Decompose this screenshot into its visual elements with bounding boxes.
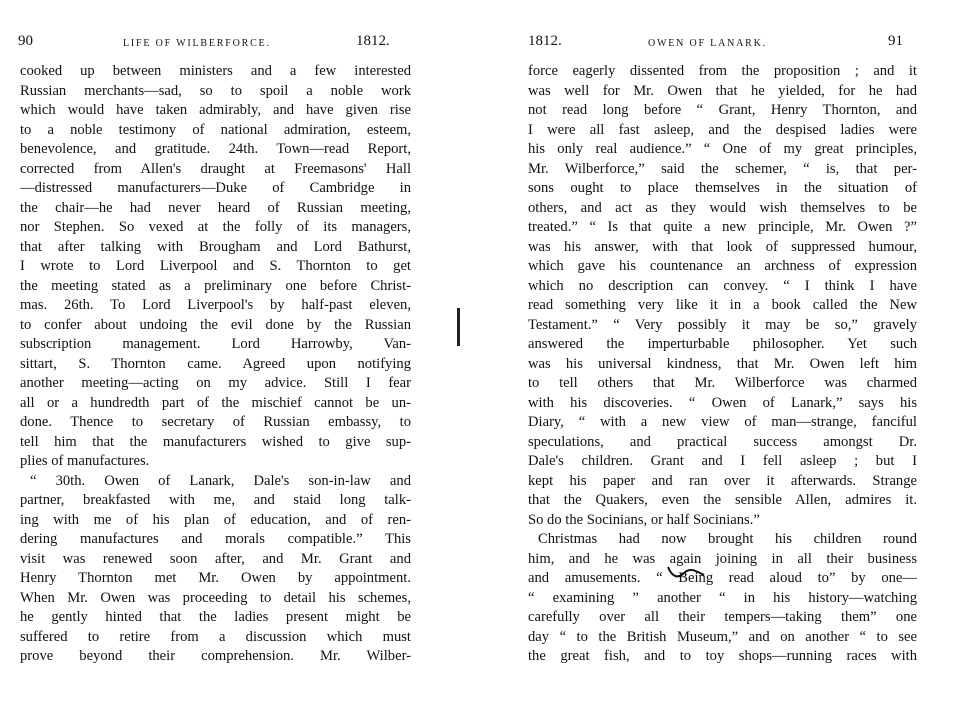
left-page-year: 1812. bbox=[356, 33, 390, 49]
text-line: the meeting stated as a preliminary one before Christ- bbox=[20, 277, 411, 294]
text-line: “ 30th. Owen of Lanark, Dale's son-in-law and bbox=[30, 472, 411, 489]
text-line: kept his paper and ran over it afterwards. Strange bbox=[528, 472, 917, 489]
right-page-year: 1812. bbox=[528, 33, 562, 49]
left-page-number: 90 bbox=[18, 33, 33, 49]
text-line: to confer about undoing the evil done by the Russian bbox=[20, 316, 411, 333]
text-line: carefully over all their tempers—taking them” one bbox=[528, 609, 917, 625]
text-line: force eagerly dissented from the proposition ; and it bbox=[528, 63, 917, 79]
text-line: I wrote to Lord Liverpool and S. Thornton to get bbox=[20, 258, 411, 274]
left-page bbox=[0, 0, 470, 705]
text-line: to tell others that Mr. Wilberforce was charmed bbox=[528, 375, 917, 391]
text-line: that after talking with Brougham and Lord Bathurst, bbox=[20, 238, 411, 255]
text-line: prove beyond their comprehension. Mr. Wilber- bbox=[20, 648, 411, 664]
text-line: subscription management. Lord Harrowby, Van- bbox=[20, 336, 411, 352]
right-page-number: 91 bbox=[888, 33, 903, 49]
text-line: others, and act as they would wish themselves to be bbox=[528, 199, 917, 216]
text-line: was his answer, with that look of suppressed humour, bbox=[528, 238, 917, 255]
left-page-header bbox=[0, 33, 470, 53]
text-line: and amusements. “ Being read aloud to” by one— bbox=[528, 570, 917, 586]
text-line: suffered to retire from a discussion which must bbox=[20, 628, 411, 645]
text-line: another meeting—acting on my advice. Still I fear bbox=[20, 375, 411, 391]
text-line: When Mr. Owen was proceeding to detail his schemes, bbox=[20, 589, 411, 606]
text-line: partner, breakfasted with me, and staid long talk- bbox=[20, 492, 411, 508]
text-line: Henry Thornton met Mr. Owen by appointment. bbox=[20, 570, 411, 586]
text-line: day “ to the British Museum,” and on another “ to see bbox=[528, 628, 917, 645]
text-line: speculations, and practical success amongst Dr. bbox=[528, 433, 917, 450]
left-running-title: LIFE OF WILBERFORCE. bbox=[123, 38, 271, 49]
text-line: I were all fast asleep, and the despised ladies were bbox=[528, 121, 917, 138]
text-line: read something very like it in a book called the New bbox=[528, 297, 917, 313]
text-line: tell him that the manufacturers wished to give sup- bbox=[20, 433, 411, 450]
ink-pen-mark bbox=[666, 563, 706, 581]
text-line: done. Thence to secretary of Russian embassy, to bbox=[20, 414, 411, 430]
text-line: which gave his countenance an archness of expression bbox=[528, 258, 917, 274]
text-line: sittart, S. Thornton came. Agreed upon notifying bbox=[20, 355, 411, 372]
text-line: Christmas had now brought his children round bbox=[538, 531, 917, 547]
text-line: was well for Mr. Owen that he yielded, for he had bbox=[528, 82, 917, 99]
text-line: mas. 26th. To Lord Liverpool's by half-past eleven, bbox=[20, 297, 411, 313]
text-line: all or a hundredth part of the mischief cannot be un- bbox=[20, 394, 411, 411]
text-line: corrected from Allen's draught at Freemasons' Hall bbox=[20, 160, 411, 177]
text-line: So do the Socinians, or half Socinians.” bbox=[528, 511, 760, 528]
text-line: plies of manufactures. bbox=[20, 453, 150, 469]
text-line: Russian merchants—sad, so to spoil a noble work bbox=[20, 82, 411, 99]
text-line: cooked up between ministers and a few interested bbox=[20, 63, 411, 79]
text-line: “ examining ” another “ in his history—watching bbox=[528, 589, 917, 606]
right-running-title: OWEN OF LANARK. bbox=[648, 38, 767, 49]
text-line: Testament.” “ Very possibly it may be so,” gravely bbox=[528, 316, 917, 333]
text-line: to a noble testimony of national admiration, esteem, bbox=[20, 121, 411, 138]
text-line: visit was renewed soon after, and Mr. Grant and bbox=[20, 550, 411, 567]
text-line: sons ought to place themselves in the situation of bbox=[528, 180, 917, 196]
text-line: with his discoveries. “ Owen of Lanark,” says his bbox=[528, 394, 917, 411]
text-line: the chair—he had never heard of Russian meeting, bbox=[20, 199, 411, 216]
text-line: was his universal kindness, that Mr. Owen left him bbox=[528, 355, 917, 372]
gutter-mark bbox=[457, 308, 460, 346]
text-line: Diary, “ with a new view of man—strange, fanciful bbox=[528, 414, 917, 430]
text-line: him, and he was again joining in all their business bbox=[528, 550, 917, 567]
text-line: that the Quakers, even the sensible Allen, admires it. bbox=[528, 492, 917, 508]
text-line: answered the imperturbable philosopher. Yet such bbox=[528, 336, 917, 352]
text-line: which would have taken admirably, and have given rise bbox=[20, 102, 411, 118]
text-line: he gently hinted that the ladies present might be bbox=[20, 609, 411, 625]
text-line: benevolence, and gratitude. 24th. Town—read Report, bbox=[20, 141, 411, 157]
right-page-header bbox=[510, 33, 980, 53]
right-page-body bbox=[528, 62, 917, 667]
text-line: nor Stephen. So vexed at the folly of its managers, bbox=[20, 219, 411, 235]
text-line: Mr. Wilberforce,” said the schemer, “ is, that per- bbox=[528, 160, 917, 177]
text-line: treated.” “ Is that quite a new principle, Mr. Owen ?” bbox=[528, 219, 917, 235]
right-page bbox=[510, 0, 980, 705]
text-line: his only real audience.” “ One of my great principles, bbox=[528, 141, 917, 157]
text-line: ing with me of his plan of education, and of ren- bbox=[20, 511, 411, 528]
text-line: Dale's children. Grant and I fell asleep ; but I bbox=[528, 453, 917, 469]
left-page-body bbox=[20, 62, 411, 667]
text-line: dering manufactures and morals compatible.” This bbox=[20, 531, 411, 547]
text-line: which no description can convey. “ I think I have bbox=[528, 277, 917, 294]
text-line: the great fish, and to toy shops—running races with bbox=[528, 648, 917, 664]
text-line: not read long before “ Grant, Henry Thornton, and bbox=[528, 102, 917, 118]
text-line: —distressed manufacturers—Duke of Cambridge in bbox=[20, 180, 411, 196]
